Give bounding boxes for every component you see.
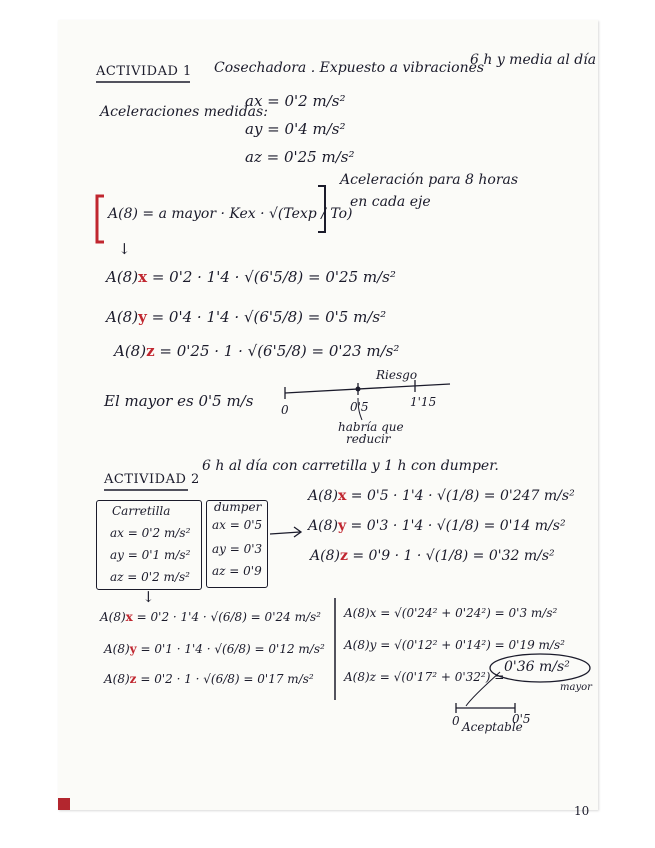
carretilla-a8-z: A(8)z = 0'2 · 1 · √(6/8) = 0'17 m/s² bbox=[104, 672, 314, 686]
dumper-title: dumper bbox=[214, 500, 262, 514]
scale-note-line-2: reducir bbox=[346, 432, 391, 446]
activity-1-exposure-time: 6 h y media al día bbox=[470, 52, 597, 68]
accel-z: az = 0'25 m/s² bbox=[245, 148, 355, 166]
accel-y: ay = 0'4 m/s² bbox=[245, 120, 346, 138]
scale-value-05: 0'5 bbox=[350, 400, 369, 414]
carretilla-az: az = 0'2 m/s² bbox=[110, 570, 190, 584]
activity-1-title: ACTIVIDAD 1 bbox=[96, 64, 192, 79]
dumper-ay: ay = 0'3 bbox=[212, 542, 263, 556]
total-result-circled: 0'36 m/s² bbox=[504, 659, 570, 675]
measured-accelerations-label: Aceleraciones medidas: bbox=[100, 104, 268, 120]
a8-y-result: A(8)y = 0'4 · 1'4 · √(6'5/8) = 0'5 m/s² bbox=[106, 308, 387, 326]
carretilla-ay: ay = 0'1 m/s² bbox=[110, 548, 191, 562]
carretilla-a8-y: A(8)y = 0'1 · 1'4 · √(6/8) = 0'12 m/s² bbox=[104, 642, 325, 656]
scale-note-line-1: habría que bbox=[338, 420, 404, 434]
total-a8-x: A(8)x = √(0'24² + 0'24²) = 0'3 m/s² bbox=[344, 606, 558, 620]
scale-zero: 0 bbox=[281, 403, 289, 417]
dumper-ax: ax = 0'5 bbox=[212, 518, 263, 532]
scale-value-115: 1'15 bbox=[410, 395, 437, 409]
activity-2-title: ACTIVIDAD 2 bbox=[104, 472, 200, 487]
scale2-value-05: 0'5 bbox=[512, 712, 531, 726]
formula-note-line-2: en cada eje bbox=[350, 194, 431, 210]
conclusion-activity-1: El mayor es 0'5 m/s bbox=[104, 392, 254, 410]
accel-x: ax = 0'2 m/s² bbox=[245, 92, 346, 110]
page-number: 10 bbox=[574, 804, 590, 818]
formula-note-line-1: Aceleración para 8 horas bbox=[340, 172, 519, 188]
carretilla-ax: ax = 0'2 m/s² bbox=[110, 526, 191, 540]
total-a8-z: A(8)z = √(0'17² + 0'32²) = bbox=[344, 670, 505, 684]
carretilla-title: Carretilla bbox=[112, 504, 171, 518]
down-arrow-2: ↓ bbox=[142, 588, 155, 606]
total-a8-y: A(8)y = √(0'12² + 0'14²) = 0'19 m/s² bbox=[344, 638, 565, 652]
a8-z-result: A(8)z = 0'25 · 1 · √(6'5/8) = 0'23 m/s² bbox=[114, 342, 400, 360]
a8-x-result: A(8)x = 0'2 · 1'4 · √(6'5/8) = 0'25 m/s² bbox=[106, 268, 396, 286]
dumper-a8-y: A(8)y = 0'3 · 1'4 · √(1/8) = 0'14 m/s² bbox=[308, 518, 566, 534]
carretilla-a8-x: A(8)x = 0'2 · 1'4 · √(6/8) = 0'24 m/s² bbox=[100, 610, 321, 624]
activity-2-description: 6 h al día con carretilla y 1 h con dumper. bbox=[202, 458, 499, 474]
scale-risk-label: Riesgo bbox=[376, 368, 418, 382]
dumper-a8-x: A(8)x = 0'5 · 1'4 · √(1/8) = 0'247 m/s² bbox=[308, 488, 575, 504]
activity-1-description: Cosechadora . Expuesto a vibraciones bbox=[214, 60, 485, 76]
dumper-a8-z: A(8)z = 0'9 · 1 · √(1/8) = 0'32 m/s² bbox=[310, 548, 555, 564]
dumper-az: az = 0'9 bbox=[212, 564, 262, 578]
scale2-acceptable-label: Aceptable bbox=[462, 720, 523, 734]
scale2-zero: 0 bbox=[452, 714, 460, 728]
down-arrow-1: ↓ bbox=[118, 240, 131, 258]
a8-formula: A(8) = a mayor · Kex · √(Texp / To) bbox=[108, 206, 353, 222]
result-note: mayor bbox=[560, 682, 592, 693]
